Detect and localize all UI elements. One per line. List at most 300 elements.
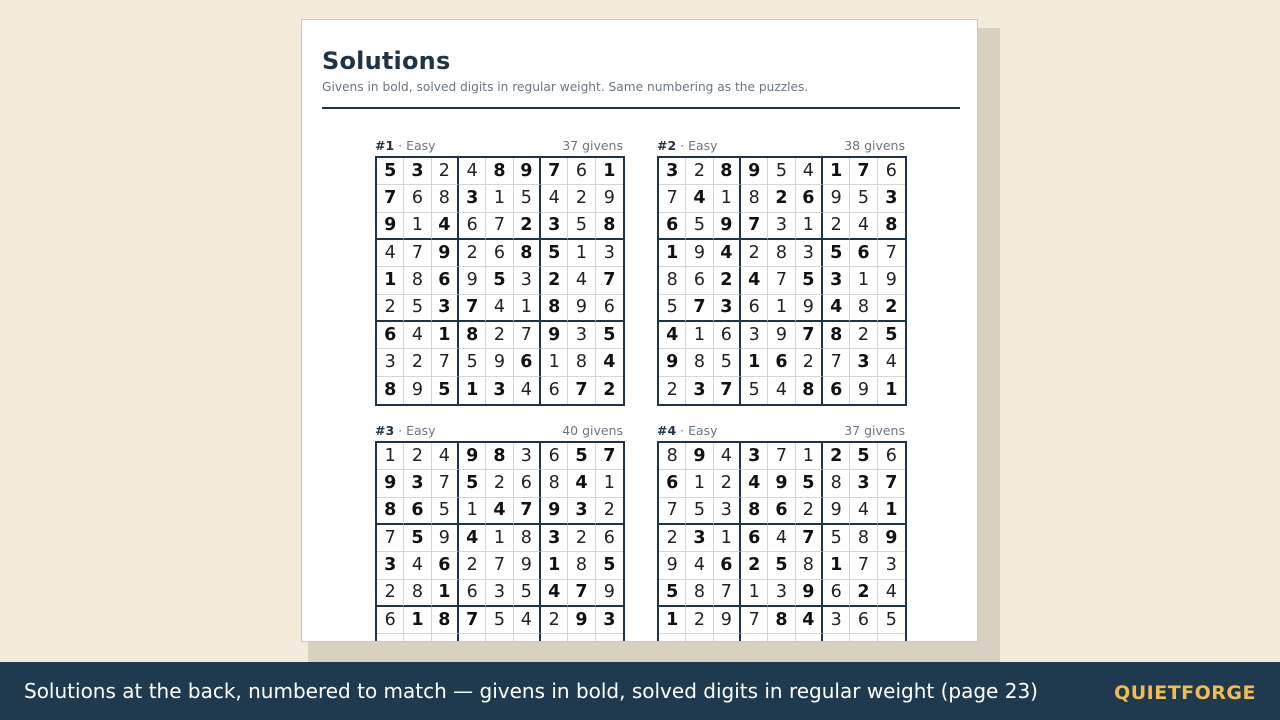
sudoku-cell: 3	[878, 185, 905, 212]
page-title: Solutions	[322, 47, 451, 75]
sudoku-cell: 3	[823, 267, 850, 294]
sudoku-cell: 4	[404, 552, 431, 579]
sudoku-cell: 9	[823, 498, 850, 525]
sudoku-cell: 6	[714, 552, 741, 579]
sudoku-cell: 7	[459, 607, 486, 634]
sudoku-cell: 9	[432, 240, 459, 267]
sudoku-cell: 7	[878, 470, 905, 497]
sudoku-cell: 2	[432, 158, 459, 185]
sudoku-cell: 3	[714, 498, 741, 525]
sudoku-cell: 6	[377, 322, 404, 349]
sudoku-cell: 1	[486, 185, 513, 212]
sudoku-cell: 3	[541, 213, 568, 240]
sudoku-cell: 1	[796, 213, 823, 240]
sudoku-cell: 7	[596, 267, 623, 294]
sudoku-cell: 4	[768, 377, 795, 404]
puzzle-givens-count: 37 givens	[562, 138, 623, 153]
puzzle-number: #4	[657, 423, 677, 438]
puzzle-difficulty: · Easy	[398, 423, 436, 438]
puzzle-header	[657, 423, 905, 439]
sudoku-cell: 5	[404, 525, 431, 552]
sudoku-cell: 4	[541, 580, 568, 607]
sudoku-cell: 4	[486, 498, 513, 525]
sudoku-cell: 9	[514, 158, 541, 185]
sudoku-cell: 4	[432, 443, 459, 470]
sudoku-cell: 2	[541, 607, 568, 634]
sudoku-cell: 6	[714, 322, 741, 349]
sudoku-cell: 5	[768, 158, 795, 185]
sudoku-cell: 4	[541, 185, 568, 212]
sudoku-cell: 5	[377, 158, 404, 185]
sudoku-cell: 2	[404, 443, 431, 470]
sudoku-cell: 3	[568, 498, 595, 525]
sudoku-cell: 5	[568, 213, 595, 240]
sudoku-cell: 2	[686, 607, 713, 634]
sudoku-cell: 3	[596, 607, 623, 634]
sudoku-cell: 5	[686, 213, 713, 240]
sudoku-cell: 7	[568, 580, 595, 607]
sudoku-cell: 3	[686, 377, 713, 404]
sudoku-cell	[741, 634, 768, 642]
sudoku-cell: 6	[659, 213, 686, 240]
sudoku-grid	[657, 156, 907, 406]
sudoku-cell: 8	[850, 295, 877, 322]
sudoku-cell: 2	[850, 322, 877, 349]
sudoku-cell: 7	[768, 267, 795, 294]
sudoku-cell: 6	[432, 552, 459, 579]
sudoku-cell: 4	[878, 349, 905, 376]
sudoku-cell: 5	[850, 443, 877, 470]
sudoku-cell: 7	[768, 443, 795, 470]
sudoku-cell	[596, 634, 623, 642]
sudoku-cell: 7	[850, 158, 877, 185]
sudoku-cell: 5	[459, 470, 486, 497]
sudoku-cell: 5	[514, 185, 541, 212]
sudoku-cell: 3	[850, 349, 877, 376]
sudoku-cell: 4	[514, 377, 541, 404]
sudoku-cell: 9	[404, 377, 431, 404]
sudoku-cell: 3	[404, 158, 431, 185]
sudoku-cell: 8	[659, 267, 686, 294]
sudoku-cell: 5	[796, 267, 823, 294]
sudoku-cell: 8	[404, 580, 431, 607]
sudoku-cell: 2	[459, 552, 486, 579]
sudoku-cell: 4	[768, 525, 795, 552]
sudoku-cell: 2	[659, 377, 686, 404]
sudoku-cell: 1	[796, 443, 823, 470]
sudoku-cell: 4	[741, 267, 768, 294]
sudoku-cell: 5	[404, 295, 431, 322]
sudoku-cell: 1	[432, 322, 459, 349]
sudoku-cell: 6	[741, 525, 768, 552]
sudoku-cell: 5	[432, 498, 459, 525]
sudoku-cell: 5	[659, 580, 686, 607]
sudoku-cell: 6	[596, 295, 623, 322]
page-subtitle: Givens in bold, solved digits in regular weight. Same numbering as the puzzles.	[322, 80, 809, 94]
sudoku-cell: 4	[459, 158, 486, 185]
sudoku-cell: 8	[568, 552, 595, 579]
sudoku-cell: 6	[823, 377, 850, 404]
sudoku-cell: 2	[404, 349, 431, 376]
sudoku-cell: 4	[659, 322, 686, 349]
sudoku-cell: 4	[796, 158, 823, 185]
sudoku-cell: 1	[596, 470, 623, 497]
sudoku-cell: 9	[377, 213, 404, 240]
sudoku-cell: 6	[596, 525, 623, 552]
sudoku-cell: 2	[878, 295, 905, 322]
sudoku-cell: 4	[596, 349, 623, 376]
sudoku-cell: 5	[741, 377, 768, 404]
sudoku-cell: 6	[659, 470, 686, 497]
sudoku-cell: 8	[796, 552, 823, 579]
sudoku-cell: 4	[686, 185, 713, 212]
sudoku-cell: 6	[404, 498, 431, 525]
sudoku-cell: 6	[741, 295, 768, 322]
sudoku-cell: 8	[486, 443, 513, 470]
sudoku-cell: 6	[568, 158, 595, 185]
sudoku-cell	[768, 634, 795, 642]
sudoku-cell: 1	[459, 377, 486, 404]
sudoku-cell: 5	[823, 240, 850, 267]
sudoku-cell: 6	[878, 158, 905, 185]
sudoku-cell: 9	[686, 240, 713, 267]
sudoku-cell: 5	[596, 552, 623, 579]
sudoku-cell: 2	[686, 158, 713, 185]
sudoku-grid	[657, 441, 907, 642]
sudoku-cell: 8	[768, 240, 795, 267]
sudoku-cell	[459, 634, 486, 642]
sudoku-cell: 7	[741, 607, 768, 634]
sudoku-cell: 8	[850, 525, 877, 552]
sudoku-cell: 2	[659, 525, 686, 552]
sudoku-cell: 4	[714, 443, 741, 470]
sudoku-cell: 8	[377, 377, 404, 404]
sudoku-cell: 9	[796, 580, 823, 607]
sudoku-cell: 9	[768, 470, 795, 497]
sudoku-cell	[486, 634, 513, 642]
sudoku-cell: 4	[741, 470, 768, 497]
sudoku-cell: 5	[768, 552, 795, 579]
sudoku-cell: 6	[850, 240, 877, 267]
sudoku-cell: 5	[659, 295, 686, 322]
sudoku-cell: 6	[878, 443, 905, 470]
sudoku-cell: 7	[404, 240, 431, 267]
sudoku-cell: 1	[686, 322, 713, 349]
sudoku-cell: 7	[714, 377, 741, 404]
sudoku-cell: 4	[486, 295, 513, 322]
sudoku-cell: 7	[659, 185, 686, 212]
sudoku-cell: 4	[823, 295, 850, 322]
sudoku-cell: 9	[686, 443, 713, 470]
sudoku-cell: 8	[432, 607, 459, 634]
sudoku-cell: 8	[878, 213, 905, 240]
sudoku-cell: 3	[659, 158, 686, 185]
sudoku-cell: 6	[486, 240, 513, 267]
sudoku-cell: 3	[377, 349, 404, 376]
sudoku-cell: 7	[596, 443, 623, 470]
sudoku-cell	[850, 634, 877, 642]
sudoku-cell: 9	[541, 322, 568, 349]
sudoku-cell: 3	[596, 240, 623, 267]
sudoku-cell: 1	[741, 349, 768, 376]
sudoku-cell: 3	[796, 240, 823, 267]
sudoku-cell: 8	[768, 607, 795, 634]
sudoku-cell: 8	[568, 349, 595, 376]
sudoku-cell: 3	[514, 443, 541, 470]
sudoku-cell: 4	[459, 525, 486, 552]
sudoku-cell: 9	[568, 607, 595, 634]
sudoku-cell: 9	[596, 580, 623, 607]
sudoku-cell	[541, 634, 568, 642]
caption-text: Solutions at the back, numbered to match — givens in bold, solved digits in regular weight (page 23)	[24, 679, 1038, 703]
sudoku-cell: 8	[823, 322, 850, 349]
sudoku-cell: 7	[432, 349, 459, 376]
sudoku-cell: 5	[878, 322, 905, 349]
sudoku-cell: 1	[659, 607, 686, 634]
sudoku-cell: 2	[741, 240, 768, 267]
sudoku-cell: 7	[741, 213, 768, 240]
sudoku-cell: 1	[823, 158, 850, 185]
sudoku-cell: 1	[768, 295, 795, 322]
sudoku-cell: 3	[514, 267, 541, 294]
sudoku-cell: 3	[850, 470, 877, 497]
sudoku-cell: 2	[768, 185, 795, 212]
sudoku-cell: 3	[823, 607, 850, 634]
sudoku-cell: 9	[714, 607, 741, 634]
sudoku-cell: 9	[486, 349, 513, 376]
sudoku-grid	[375, 441, 625, 642]
sudoku-cell: 1	[486, 525, 513, 552]
sudoku-cell: 3	[741, 443, 768, 470]
sudoku-cell: 1	[404, 607, 431, 634]
puzzle-difficulty: · Easy	[398, 138, 436, 153]
sudoku-cell: 5	[486, 267, 513, 294]
sudoku-cell	[796, 634, 823, 642]
divider	[322, 107, 960, 109]
puzzle-number: #2	[657, 138, 677, 153]
sudoku-cell: 1	[404, 213, 431, 240]
sudoku-cell: 5	[878, 607, 905, 634]
puzzle-givens-count: 37 givens	[844, 423, 905, 438]
sudoku-cell	[823, 634, 850, 642]
sudoku-cell: 1	[686, 470, 713, 497]
sudoku-cell	[432, 634, 459, 642]
caption-bar	[0, 662, 1280, 720]
sudoku-cell: 7	[377, 525, 404, 552]
sudoku-cell: 3	[377, 552, 404, 579]
sudoku-cell: 4	[568, 470, 595, 497]
sudoku-cell: 6	[850, 607, 877, 634]
sudoku-cell: 1	[541, 552, 568, 579]
sudoku-cell: 3	[768, 580, 795, 607]
sudoku-cell: 2	[459, 240, 486, 267]
sudoku-cell: 4	[404, 322, 431, 349]
sudoku-cell: 5	[568, 443, 595, 470]
sudoku-cell: 9	[878, 267, 905, 294]
sudoku-cell: 2	[796, 349, 823, 376]
sudoku-cell: 8	[686, 580, 713, 607]
sudoku-cell: 8	[514, 525, 541, 552]
sudoku-cell: 4	[377, 240, 404, 267]
sudoku-cell: 9	[850, 377, 877, 404]
sudoku-cell: 6	[796, 185, 823, 212]
sudoku-cell: 5	[823, 525, 850, 552]
sudoku-cell: 6	[541, 377, 568, 404]
sudoku-cell: 2	[377, 580, 404, 607]
sudoku-cell	[514, 634, 541, 642]
sudoku-cell: 7	[823, 349, 850, 376]
sudoku-cell: 1	[741, 580, 768, 607]
sudoku-cell: 4	[850, 498, 877, 525]
sudoku-cell: 6	[432, 267, 459, 294]
sudoku-cell: 2	[541, 267, 568, 294]
sudoku-cell: 6	[768, 498, 795, 525]
sudoku-cell: 8	[741, 185, 768, 212]
sudoku-cell: 4	[432, 213, 459, 240]
sudoku-cell	[714, 634, 741, 642]
sudoku-cell: 5	[850, 185, 877, 212]
sudoku-cell: 8	[823, 470, 850, 497]
sudoku-cell: 4	[796, 607, 823, 634]
brand-logo: QUIETFORGE	[1114, 682, 1256, 704]
sudoku-cell: 9	[768, 322, 795, 349]
sudoku-cell: 4	[686, 552, 713, 579]
sudoku-cell: 8	[541, 470, 568, 497]
sudoku-cell: 6	[514, 470, 541, 497]
sudoku-cell: 9	[796, 295, 823, 322]
sudoku-cell: 5	[714, 349, 741, 376]
sudoku-cell: 7	[796, 322, 823, 349]
sudoku-cell: 3	[404, 470, 431, 497]
puzzle-givens-count: 38 givens	[844, 138, 905, 153]
sudoku-cell: 3	[568, 322, 595, 349]
sudoku-cell: 3	[878, 552, 905, 579]
sudoku-cell: 2	[568, 185, 595, 212]
sudoku-cell: 3	[741, 322, 768, 349]
sudoku-cell: 2	[714, 470, 741, 497]
sudoku-cell: 2	[377, 295, 404, 322]
sudoku-cell: 8	[514, 240, 541, 267]
document-page	[301, 19, 978, 642]
sudoku-cell: 7	[850, 552, 877, 579]
sudoku-cell: 6	[768, 349, 795, 376]
sudoku-cell: 6	[459, 213, 486, 240]
sudoku-cell: 8	[432, 185, 459, 212]
sudoku-cell: 9	[823, 185, 850, 212]
sudoku-cell: 7	[514, 498, 541, 525]
sudoku-cell: 9	[568, 295, 595, 322]
puzzle-header	[375, 423, 623, 439]
sudoku-cell: 1	[823, 552, 850, 579]
sudoku-cell: 1	[432, 580, 459, 607]
sudoku-cell: 2	[823, 213, 850, 240]
sudoku-cell: 1	[541, 349, 568, 376]
sudoku-cell: 2	[596, 498, 623, 525]
sudoku-cell: 7	[714, 580, 741, 607]
sudoku-cell: 9	[659, 349, 686, 376]
sudoku-cell: 6	[377, 607, 404, 634]
sudoku-cell: 4	[714, 240, 741, 267]
sudoku-cell: 7	[486, 552, 513, 579]
sudoku-cell	[404, 634, 431, 642]
sudoku-cell: 6	[459, 580, 486, 607]
sudoku-cell: 1	[714, 525, 741, 552]
sudoku-cell: 3	[459, 185, 486, 212]
sudoku-cell: 7	[568, 377, 595, 404]
sudoku-cell: 3	[541, 525, 568, 552]
sudoku-cell	[686, 634, 713, 642]
sudoku-cell: 7	[686, 295, 713, 322]
sudoku-cell: 8	[486, 158, 513, 185]
sudoku-cell: 2	[741, 552, 768, 579]
sudoku-cell: 9	[514, 552, 541, 579]
sudoku-cell: 2	[714, 267, 741, 294]
sudoku-cell: 8	[541, 295, 568, 322]
sudoku-cell	[377, 634, 404, 642]
sudoku-cell: 1	[714, 185, 741, 212]
sudoku-cell: 7	[659, 498, 686, 525]
sudoku-cell: 9	[878, 525, 905, 552]
sudoku-cell: 7	[796, 525, 823, 552]
sudoku-cell	[878, 634, 905, 642]
sudoku-cell: 1	[885, 380, 898, 401]
puzzle-number: #1	[375, 138, 395, 153]
sudoku-cell: 8	[404, 267, 431, 294]
sudoku-cell: 9	[596, 185, 623, 212]
sudoku-cell: 1	[659, 240, 686, 267]
sudoku-cell: 3	[432, 295, 459, 322]
sudoku-cell: 2	[486, 322, 513, 349]
sudoku-cell: 9	[459, 267, 486, 294]
sudoku-cell: 5	[796, 470, 823, 497]
sudoku-cell: 2	[568, 525, 595, 552]
sudoku-cell	[568, 634, 595, 642]
sudoku-cell: 7	[514, 322, 541, 349]
sudoku-cell: 3	[768, 213, 795, 240]
puzzle-givens-count: 40 givens	[562, 423, 623, 438]
puzzle-difficulty: · Easy	[680, 423, 718, 438]
sudoku-cell: 7	[541, 158, 568, 185]
sudoku-cell: 9	[377, 470, 404, 497]
sudoku-cell: 3	[486, 377, 513, 404]
sudoku-cell: 2	[796, 498, 823, 525]
sudoku-cell: 9	[659, 552, 686, 579]
sudoku-cell: 1	[377, 267, 404, 294]
sudoku-cell: 4	[850, 213, 877, 240]
sudoku-cell: 9	[741, 158, 768, 185]
sudoku-cell: 3	[486, 580, 513, 607]
sudoku-cell: 5	[459, 349, 486, 376]
sudoku-cell: 2	[514, 213, 541, 240]
sudoku-cell: 7	[459, 295, 486, 322]
sudoku-cell	[659, 634, 686, 642]
sudoku-cell: 8	[686, 349, 713, 376]
puzzle-number: #3	[375, 423, 395, 438]
sudoku-cell: 9	[432, 525, 459, 552]
sudoku-cell: 2	[850, 580, 877, 607]
sudoku-cell: 4	[568, 267, 595, 294]
sudoku-cell: 6	[823, 580, 850, 607]
sudoku-cell: 5	[514, 580, 541, 607]
sudoku-cell: 5	[432, 377, 459, 404]
sudoku-cell: 6	[404, 185, 431, 212]
sudoku-cell: 8	[596, 213, 623, 240]
sudoku-cell: 8	[741, 498, 768, 525]
sudoku-cell: 7	[432, 470, 459, 497]
sudoku-cell: 1	[850, 267, 877, 294]
sudoku-cell: 2	[486, 470, 513, 497]
sudoku-cell: 7	[878, 240, 905, 267]
